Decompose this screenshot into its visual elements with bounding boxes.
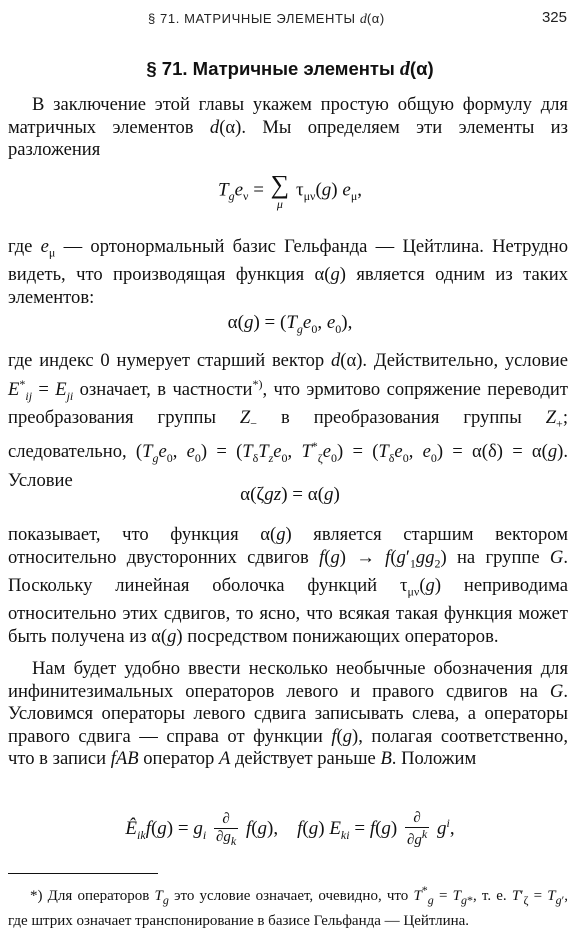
formula-expansion: $T_ge_\nu$ = ∑ μ $\tau_{\mu\nu}(g)$ $e_\mu$, (218, 170, 362, 211)
running-head: § 71. МАТРИЧНЫЕ ЭЛЕМЕНТЫ d(α) (148, 11, 385, 27)
footnote-divider (8, 873, 158, 874)
footnote: *) Для операторов $T_g$ это условие означает, очевидно, что $T^*_g = T_{g*}$, т. е. $T'_\zeta = T_{g'}$, где штрих означает транспонирование в базисе Гельфанда — Цейтлина. (8, 883, 568, 929)
formula-operators: $Ê_{ik}f(g) = g_i$ $\frac{\partial}{\partial g_k}$ f(g), f(g) $E_{ki} = f(g)$ $\frac{\partial}{\partial g^k}$ $g^i$, (125, 810, 455, 849)
formula-generating-function: $\alpha(g) = (T_ge_0$, $e_0$), (227, 312, 353, 336)
paragraph-shifts: показывает, что функция α(g) является старшим вектором относительно двусторонних сдвигов $f(g) \to f(g'_1gg_2)$ на группе G. Поскольку линейная оболочка функций $\tau_{\mu\nu}(g)$ неприводима относительно этих сдвигов, то ясно, что всякая такая функция может быть получена из α(g) посредством понижающих операторов. (8, 524, 568, 647)
formula-invariance: α(ζgz) = α(g) (240, 484, 340, 505)
section-title: § 71. Матричные элементы d(α) (146, 58, 434, 80)
paragraph-intro: В заключение этой главы укажем простую общую формулу для матричных элементов d(α). Мы определяем эти элементы из разложения (8, 94, 568, 161)
paragraph-highest-vector: где индекс 0 нумерует старший вектор d(α). Действительно, условие $E^*_{ij} = E_{ji}$ означает, в частности*), что эрмитово сопряжение переводит преобразования группы $Z_-$ в преобразования группы $Z_+$; следовательно, ($T_ge_0$, $e_0) = (T_\delta T_ze_0$, $T^*_\zeta e_0) = (T_\delta e_0$, $e_0) = \alpha(\delta) = \alpha(g)$. Условие (8, 350, 569, 491)
paragraph-notation: Нам будет удобно ввести несколько необычные обозначения для инфинитезимальных операторов левого и правого сдвигов на G. Условимся операторы левого сдвига записывать слева, а операторы правого сдвига — справа от функции f(g), полагая соответственно, что в записи fAB оператор A действует раньше B. Положим (8, 658, 568, 770)
page-number: 325 (541, 9, 567, 26)
paragraph-basis: где $e_\mu$ — ортонормальный базис Гельфанда — Цейтлина. Нетрудно видеть, что производящая функция α(g) является одним из таких элементов: (8, 236, 569, 308)
